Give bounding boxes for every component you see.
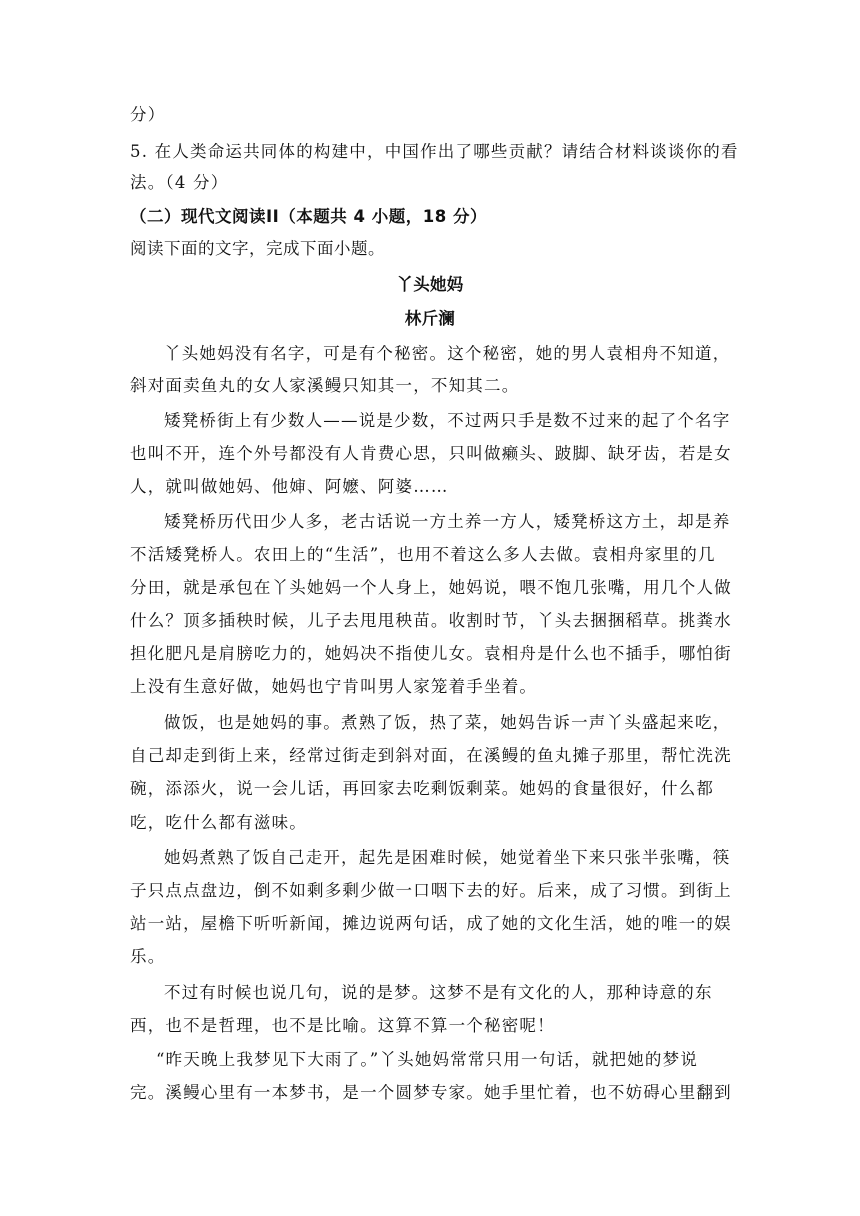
paragraph-line: “昨天晚上我梦见下大雨了。”丫头她妈常常只用一句话，就把她的梦说 bbox=[156, 1050, 699, 1069]
paragraph-line: 分田，就是承包在丫头她妈一个人身上，她妈说，喂不饱几张嘴，用几个人做 bbox=[130, 578, 732, 597]
paragraph-line: 丫头她妈没有名字，可是有个秘密。这个秘密，她的男人袁相舟不知道， bbox=[164, 344, 731, 363]
continuation-text: 分） bbox=[130, 105, 166, 124]
paragraph-line: 什么？顶多插秧时候，儿子去甩甩秧苗。收割时节，丫头去捆捆稻草。挑粪水 bbox=[130, 611, 732, 630]
question-5-line-1: 5. 在人类命运共同体的构建中，中国作出了哪些贡献？请结合材料谈谈你的看 bbox=[130, 142, 739, 161]
paragraph-line: 不过有时候也说几句，说的是梦。这梦不是有文化的人，那种诗意的东 bbox=[164, 983, 713, 1002]
paragraph-line: 自己却走到街上来，经常过街走到斜对面，在溪鳗的鱼丸摊子那里，帮忙洗洗 bbox=[130, 746, 732, 765]
paragraph-line: 斜对面卖鱼丸的女人家溪鳗只知其一，不知其二。 bbox=[130, 376, 520, 395]
paragraph-line: 上没有生意好做，她妈也宁肯叫男人家笼着手坐着。 bbox=[130, 677, 538, 696]
paragraph-line: 做饭，也是她妈的事。煮熟了饭，热了菜，她妈告诉一声丫头盛起来吃， bbox=[164, 713, 731, 732]
article-author: 林斤澜 bbox=[404, 309, 456, 328]
paragraph-line: 人，就叫做她妈、他婶、阿嬷、阿婆…… bbox=[130, 477, 449, 496]
question-5-line-2: 法。（4 分） bbox=[130, 173, 229, 192]
paragraph-line: 吃，吃什么都有滋味。 bbox=[130, 813, 307, 832]
paragraph-line: 矮凳桥历代田少人多，老古话说一方土养一方人，矮凳桥这方土，却是养 bbox=[164, 512, 731, 531]
paragraph-line: 碗，添添火，说一会儿话，再回家去吃剩饭剩菜。她妈的食量很好，什么都 bbox=[130, 779, 715, 798]
paragraph-line: 矮凳桥街上有少数人——说是少数，不过两只手是数不过来的起了个名字 bbox=[164, 411, 731, 430]
paragraph-line: 西，也不是哲理，也不是比喻。这算不算一个秘密呢！ bbox=[130, 1016, 555, 1035]
paragraph-line: 不活矮凳桥人。农田上的“生活”，也用不着这么多人去做。袁相舟家里的几 bbox=[130, 545, 716, 564]
paragraph-line: 担化肥凡是肩膀吃力的，她妈决不指使儿女。袁相舟是什么也不插手，哪怕街 bbox=[130, 644, 732, 663]
paragraph-line: 子只点点盘边，倒不如剩多剩少做一口咽下去的好。后来，成了习惯。到街上 bbox=[130, 881, 732, 900]
paragraph-line: 她妈煮熟了饭自己走开，起先是困难时候，她觉着坐下来只张半张嘴，筷 bbox=[164, 848, 731, 867]
paragraph-line: 也叫不开，连个外号都没有人肯费心思，只叫做癞头、跛脚、缺牙齿，若是女 bbox=[130, 444, 732, 463]
paragraph-line: 乐。 bbox=[130, 947, 166, 966]
section-instruction: 阅读下面的文字，完成下面小题。 bbox=[130, 239, 385, 258]
paragraph-line: 站一站，屋檐下听听新闻，摊边说两句话，成了她的文化生活，她的唯一的娱 bbox=[130, 914, 732, 933]
paragraph-line: 完。溪鳗心里有一本梦书，是一个圆梦专家。她手里忙着，也不妨碍心里翻到 bbox=[130, 1083, 732, 1102]
section-heading: （二）现代文阅读II（本题共 4 小题，18 分） bbox=[130, 207, 487, 226]
article-title: 丫头她妈 bbox=[396, 275, 464, 294]
